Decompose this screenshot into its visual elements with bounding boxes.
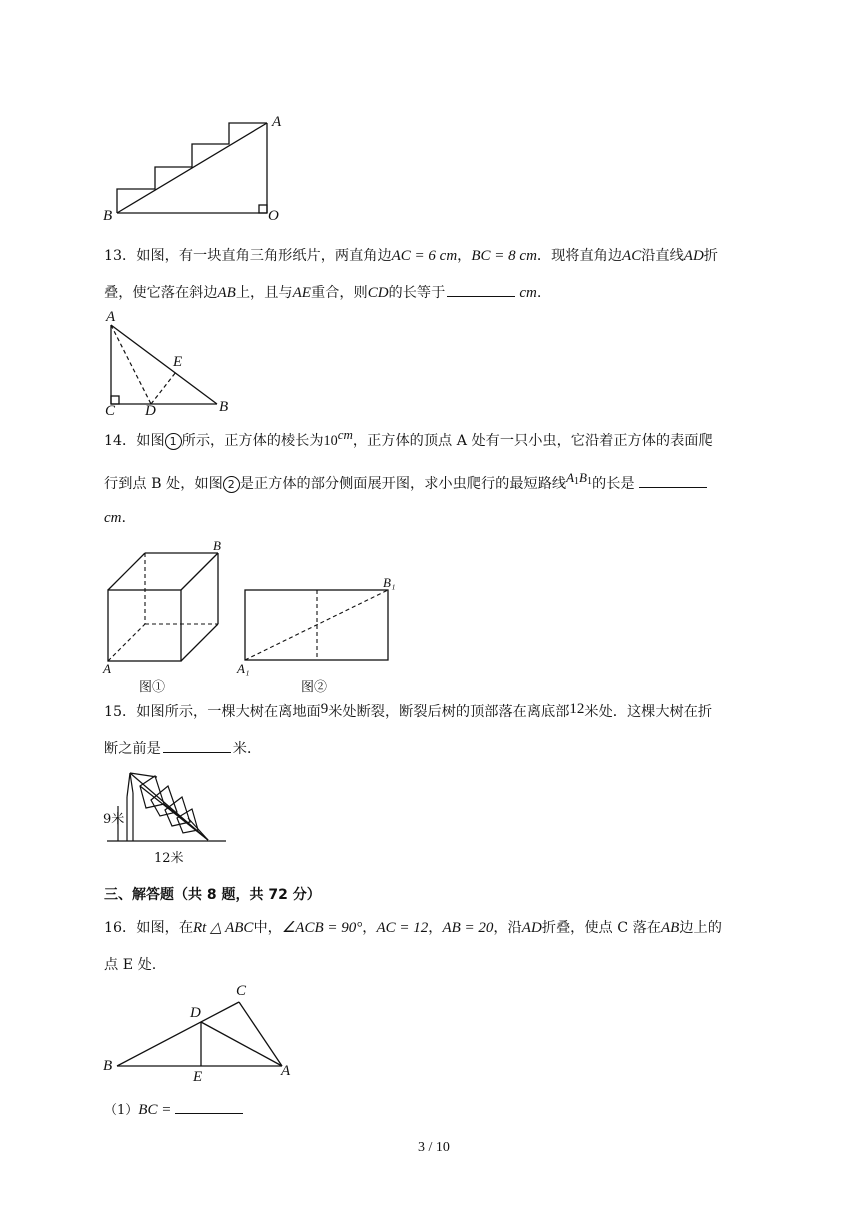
math: AC = 12 (376, 920, 429, 936)
math: AD (521, 920, 542, 936)
q14-fig1-caption: 图① (139, 680, 166, 695)
q13-label-c: C (105, 403, 116, 419)
q13-text: 如图，有一块直角三角形纸片，两直角边 (136, 248, 392, 264)
q14-text: . (121, 510, 127, 526)
q14-fig2-label-b1: B₁ (383, 575, 396, 590)
q14-text: 的长是 (592, 476, 635, 492)
subscript: 1 (587, 476, 592, 487)
q16-label-e: E (193, 1069, 203, 1085)
math: BC = (138, 1102, 172, 1118)
math: Rt △ ABC (193, 920, 254, 936)
q13-label-e: E (173, 354, 183, 370)
q13-text: 叠，使它落在斜边 (104, 285, 218, 301)
q13-text: 上，且与 (235, 285, 293, 301)
unit: cm (337, 427, 353, 442)
q14-fig1-label-a: A (103, 661, 111, 676)
number: 9 (320, 701, 329, 717)
math: CD (367, 285, 389, 301)
q13-text: 重合，则 (310, 285, 368, 301)
q14-fig2-label-a1: A₁ (237, 661, 250, 676)
q15-text: 断之前是 (104, 741, 161, 757)
sub-question-label: （1） (104, 1103, 139, 1118)
q15-distance-label: 12米 (154, 851, 184, 866)
q15-height-label: 9米 (103, 812, 125, 827)
stair-label-o: O (268, 208, 279, 224)
q13-label-b: B (219, 399, 229, 415)
q15-text: 米处．这棵大树在折 (584, 704, 713, 720)
section-heading: 三、解答题（共 8 题，共 72 分） (104, 887, 321, 903)
q15-text: 米． (232, 741, 262, 757)
q16-label-c: C (236, 983, 247, 999)
q16-sub1 (104, 1099, 243, 1121)
math: AE (292, 285, 311, 301)
q15-text: 米处断裂，断裂后树的顶部落在离底部 (328, 704, 570, 720)
math: AC (622, 248, 642, 264)
q16-sub1-answer-blank[interactable] (175, 1099, 243, 1114)
math-bc: BC = 8 cm (471, 248, 537, 264)
stair-label-b: B (103, 208, 113, 224)
q16-label-a: A (281, 1063, 291, 1079)
q15-number: 15． (104, 704, 137, 720)
q14-text: 是正方体的部分侧面展开图，求小虫爬行的最短路线 (239, 476, 567, 492)
stair-label-a: A (272, 114, 282, 130)
q16-text: 中， (253, 920, 282, 936)
q16-number: 16． (104, 920, 137, 936)
q13-number: 13． (104, 248, 137, 264)
q16-label-b: B (103, 1058, 113, 1074)
q14-text: 行到点 B 处，如图 (104, 476, 223, 492)
q13-text: 折 (703, 248, 718, 264)
q14-text: 所示，正方体的棱长为 (181, 433, 324, 449)
page-number: 3 / 10 (418, 1140, 450, 1155)
q14-text: ，正方体的顶点 A 处有一只小虫，它沿着正方体的表面爬 (352, 433, 713, 449)
q13-label-a: A (106, 309, 116, 325)
q16-text: 如图，在 (136, 920, 194, 936)
q13-text: 沿直线 (641, 248, 684, 264)
q14-fig2-caption: 图② (301, 680, 328, 695)
unit: cm (519, 285, 537, 301)
q15-text: 如图所示，一棵大树在离地面 (136, 704, 321, 720)
math: AD (683, 248, 704, 264)
q16-text: ， (428, 920, 443, 936)
subscript: 1 (574, 476, 580, 487)
q16-text: ， (362, 920, 377, 936)
q16-label-d: D (190, 1005, 201, 1021)
number: 10 (323, 433, 338, 449)
math: AB (661, 920, 680, 936)
math: AB = 20 (442, 920, 494, 936)
math: AB (217, 285, 236, 301)
number: 12 (569, 701, 585, 717)
q16-text: 点 E 处. (104, 957, 157, 973)
q14-text: 如图 (136, 433, 165, 449)
q13-label-d: D (145, 403, 156, 419)
q16-text: 边上的 (679, 920, 722, 936)
q16-text: 折叠，使点 C 落在 (541, 920, 661, 936)
q14-fig1-label-b: B (213, 538, 221, 553)
q16-text: ，沿 (493, 920, 522, 936)
q13-text: . (536, 285, 542, 301)
math: B (579, 470, 587, 485)
circled-one: 1 (165, 433, 182, 450)
q14-number: 14． (104, 433, 137, 449)
q13-text: 的长等于 (388, 285, 446, 301)
math-ac: AC = 6 cm (391, 248, 458, 264)
q13-text: ， (457, 248, 472, 264)
q13-text: ．现将直角边 (536, 248, 623, 264)
math: A (566, 470, 575, 485)
circled-two: 2 (223, 476, 240, 493)
unit: cm (104, 510, 122, 526)
math: ∠ACB = 90° (281, 920, 363, 936)
